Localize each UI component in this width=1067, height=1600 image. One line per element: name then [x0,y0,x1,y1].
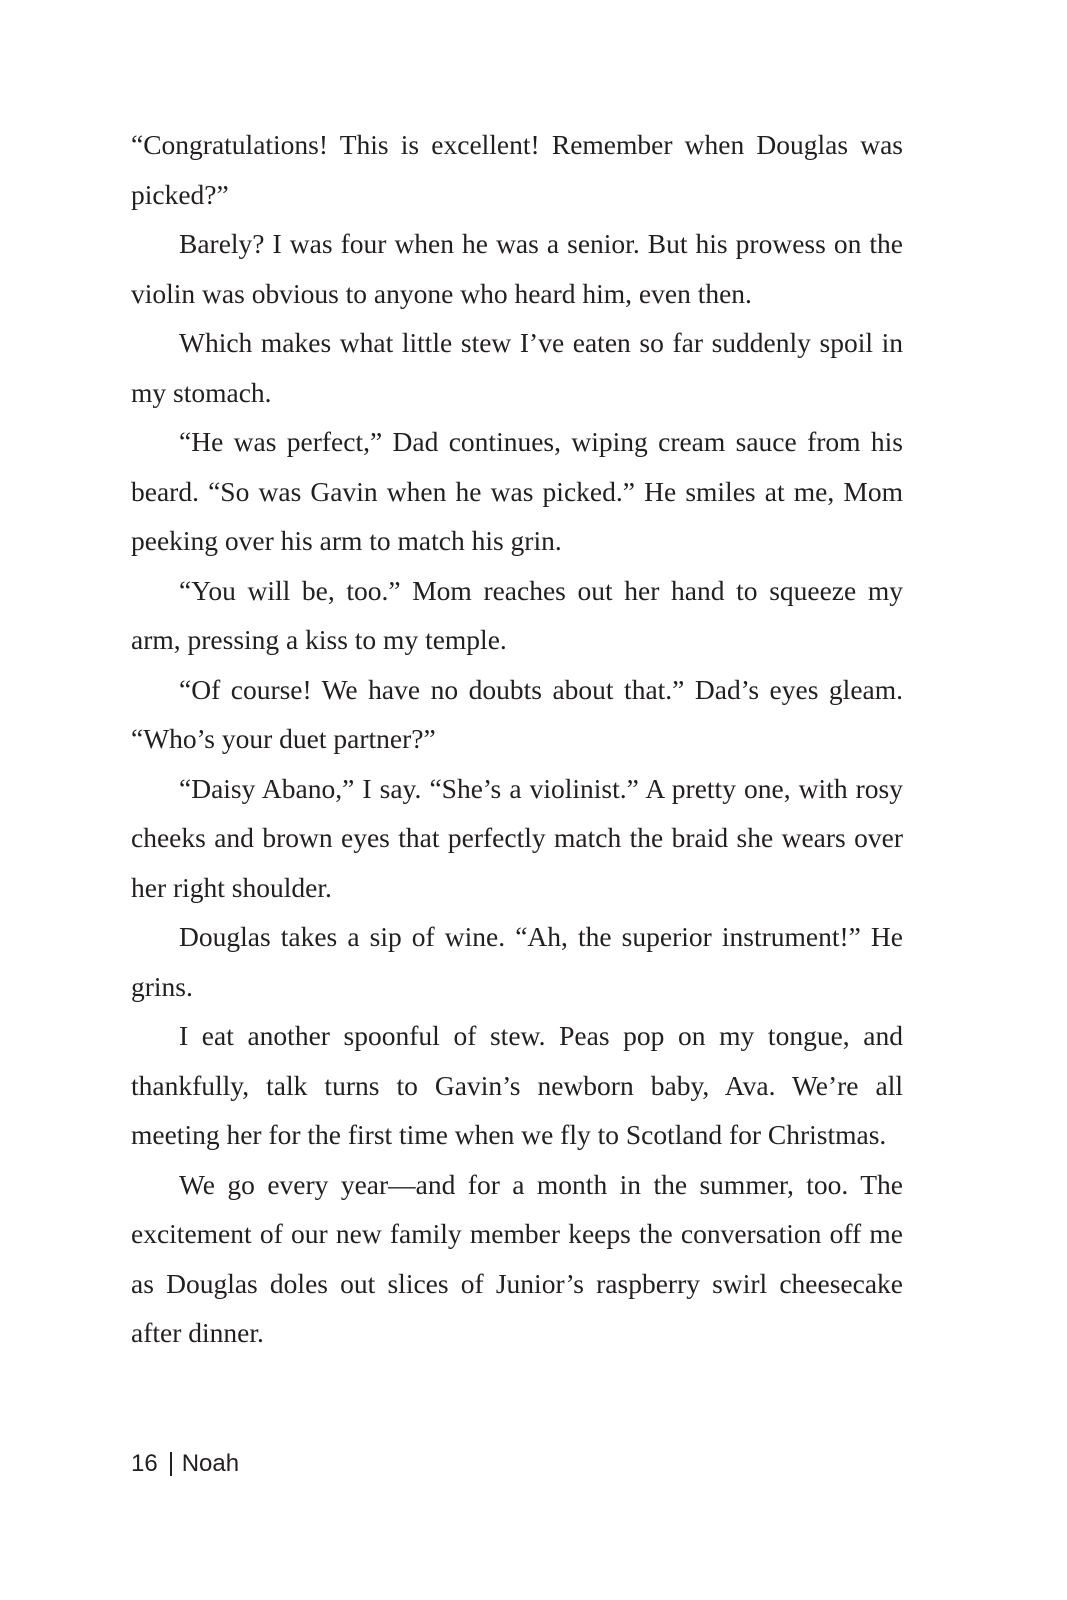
footer-separator [170,1452,172,1476]
paragraph-3: Which makes what little stew I’ve eaten so far suddenly spoil in my stomach. [131,327,903,408]
paragraph-1: “Congratulations! This is excellent! Remember when Douglas was picked?” [131,129,903,210]
running-head: Noah [181,1450,240,1477]
paragraph-7: “Daisy Abano,” I say. “She’s a violinist.” A pretty one, with rosy cheeks and brown eyes that perfectly match the braid she wears over her right shoulder. [131,772,903,903]
page-footer [131,1446,239,1482]
page-number: 16 [131,1450,158,1477]
paragraph-5: “You will be, too.” Mom reaches out her hand to squeeze my arm, pressing a kiss to my temple. [131,574,903,655]
paragraph-6: “Of course! We have no doubts about that.” Dad’s eyes gleam. “Who’s your duet partner?” [131,673,903,754]
paragraph-2: Barely? I was four when he was a senior. But his prowess on the violin was obvious to anyone who heard him, even then. [131,228,903,309]
paragraph-10: We go every year—and for a month in the summer, too. The excitement of our new family member keeps the conversation off me as Douglas doles out slices of Junior’s raspberry swirl cheesecake after dinner. [131,1168,903,1348]
page-body [131,120,903,1358]
paragraph-9: I eat another spoonful of stew. Peas pop on my tongue, and thankfully, talk turns to Gavin’s newborn baby, Ava. We’re all meeting her for the first time when we fly to Scotland for Christmas. [131,1020,903,1150]
paragraph-4: “He was perfect,” Dad continues, wiping cream sauce from his beard. “So was Gavin when he was picked.” He smiles at me, Mom peeking over his arm to match his grin. [131,426,903,556]
paragraph-8: Douglas takes a sip of wine. “Ah, the superior instrument!” He grins. [131,921,903,1002]
